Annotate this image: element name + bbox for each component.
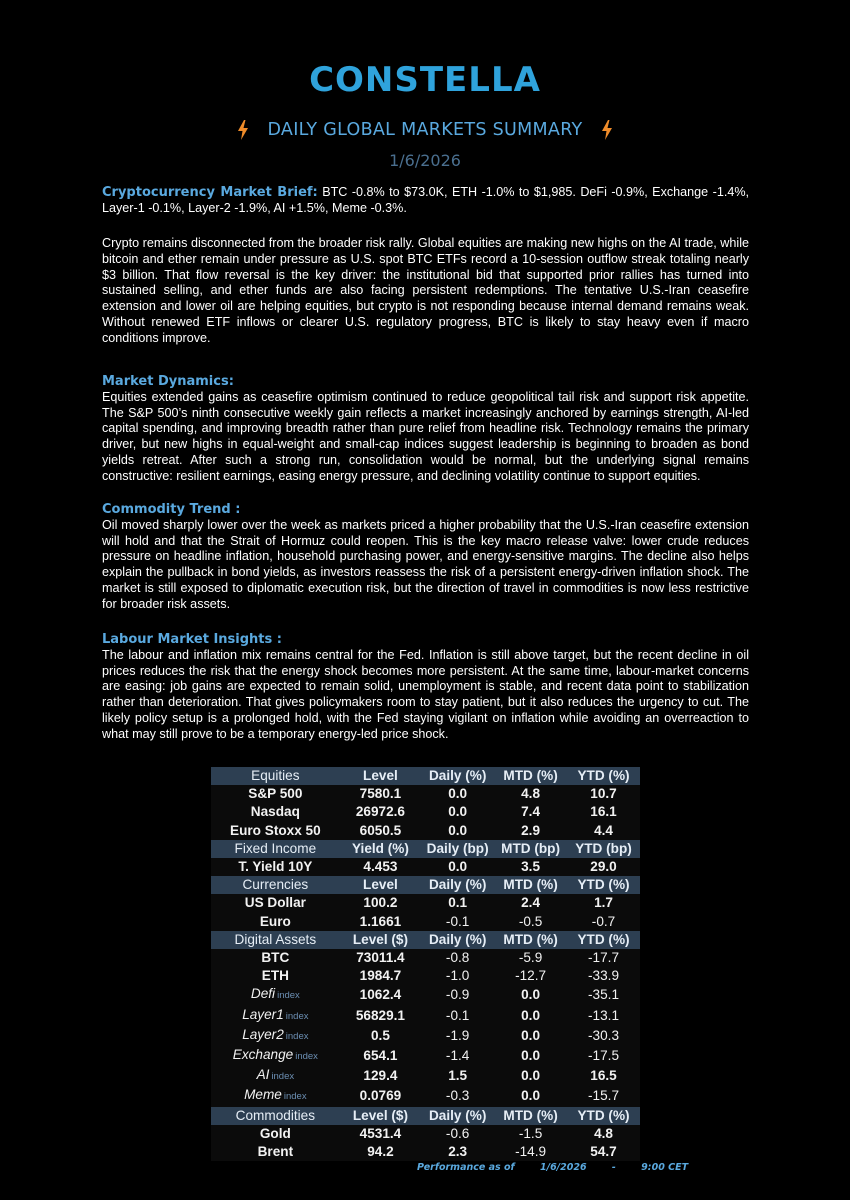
table-row — [211, 1046, 640, 1066]
market-dynamics — [102, 374, 749, 485]
change-value: 0.0 — [494, 1086, 567, 1106]
section-title: Commodities — [211, 1107, 340, 1125]
level-value: 7580.1 — [340, 785, 422, 803]
column-header: MTD (%) — [494, 767, 567, 785]
level-value: 0.5 — [340, 1026, 422, 1046]
table-row — [211, 1026, 640, 1046]
index-tag: index — [283, 1091, 307, 1103]
level-value: 129.4 — [340, 1066, 422, 1086]
table-row — [211, 967, 640, 985]
asset-label: Euro Stoxx 50 — [230, 822, 321, 838]
column-header: MTD (%) — [494, 931, 567, 949]
change-value: -15.7 — [567, 1086, 640, 1106]
change-value: -14.9 — [494, 1143, 567, 1161]
section-title: Digital Assets — [211, 931, 340, 949]
level-value: 73011.4 — [340, 949, 422, 967]
asset-name — [211, 785, 340, 803]
asset-label: Nasdaq — [250, 804, 300, 820]
market-dynamics-body: Equities extended gains as ceasefire optimism continued to reduce geopolitical tail risk and support risk appetite. The S&P 500’s ninth consecutive weekly gain reflects a market increasingly anchored by earnings strength, AI-led capital spending, and improving breadth rather than pure relief from headline risk. Technology remains the primary driver, but new highs in equal-weight and small-cap indices suggest leadership is beginning to broaden as bond yields retreat. After such a strong run, consolidation would be normal, but the underlying signal remains constructive: resilient earnings, easing energy pressure, and declining volatility continue to support equities. — [102, 389, 749, 483]
level-value: 1.1661 — [340, 913, 422, 931]
level-value: 1984.7 — [340, 967, 422, 985]
change-value: -1.5 — [494, 1125, 567, 1143]
index-tag: index — [285, 1010, 309, 1022]
footer-separator: - — [611, 1162, 616, 1173]
change-value: 29.0 — [567, 858, 640, 876]
asset-label: BTC — [261, 950, 290, 966]
change-value: 0.0 — [494, 1066, 567, 1086]
change-value: 16.5 — [567, 1066, 640, 1086]
level-value: 56829.1 — [340, 1006, 422, 1026]
labour-insights — [102, 632, 749, 743]
level-value: 94.2 — [340, 1143, 422, 1161]
table-section-header — [211, 876, 640, 894]
change-value: -0.8 — [421, 949, 494, 967]
commodity-trend-label: Commodity Trend : — [102, 502, 241, 517]
labour-body: The labour and inflation mix remains central for the Fed. Inflation is still above target, but the recent decline in oil prices reduces the risk that the energy shock becomes more persistent. At the same time, labour-market concerns are easing: job gains are expected to remain solid, unemployment is stable, and recent data point to stabilization rather than deterioration. That gives policymakers room to stay patient, but it also reduces the urgency to cut. The likely policy setup is a prolonged hold, with the Fed staying vigilant on inflation while avoiding an overreaction to what may still prove to be a temporary energy-led price shock. — [102, 647, 749, 741]
table-row — [211, 1086, 640, 1106]
change-value: 2.9 — [494, 822, 567, 840]
change-value: 0.0 — [421, 785, 494, 803]
column-header: Daily (%) — [421, 876, 494, 894]
asset-label: Exchange — [232, 1047, 294, 1063]
table-row — [211, 822, 640, 840]
change-value: 2.3 — [421, 1143, 494, 1161]
table-row — [211, 1006, 640, 1026]
table-section-header — [211, 767, 640, 785]
change-value: -0.1 — [421, 1006, 494, 1026]
asset-label: Layer1 — [242, 1006, 284, 1022]
change-value: 2.4 — [494, 894, 567, 912]
level-value: 654.1 — [340, 1046, 422, 1066]
asset-label: Layer2 — [242, 1026, 284, 1042]
column-header: Daily (%) — [421, 767, 494, 785]
change-value: -1.4 — [421, 1046, 494, 1066]
column-header: Daily (%) — [421, 931, 494, 949]
market-performance-table — [211, 767, 640, 1161]
asset-name — [211, 803, 340, 821]
level-value: 4.453 — [340, 858, 422, 876]
change-value: 0.0 — [421, 822, 494, 840]
asset-name — [211, 913, 340, 931]
change-value: -12.7 — [494, 967, 567, 985]
logo-text: CONSTELLA — [309, 60, 541, 100]
asset-name — [211, 1143, 340, 1161]
table-row — [211, 1143, 640, 1161]
crypto-label: Cryptocurrency Market Brief: — [102, 185, 318, 200]
change-value: -1.0 — [421, 967, 494, 985]
column-header: Yield (%) — [340, 840, 422, 858]
section-title: Equities — [211, 767, 340, 785]
change-value: 0.0 — [494, 1026, 567, 1046]
column-header: Level — [340, 767, 422, 785]
table-row — [211, 894, 640, 912]
change-value: 0.0 — [494, 1006, 567, 1026]
column-header: MTD (%) — [494, 876, 567, 894]
asset-name — [211, 985, 340, 1005]
commodity-trend — [102, 502, 749, 613]
change-value: -0.5 — [494, 913, 567, 931]
section-title: Currencies — [211, 876, 340, 894]
change-value: 4.8 — [567, 1125, 640, 1143]
change-value: 1.7 — [567, 894, 640, 912]
market-dynamics-label: Market Dynamics: — [102, 374, 234, 389]
asset-label: Brent — [257, 1144, 294, 1160]
asset-name — [211, 1125, 340, 1143]
lightning-bolt-icon — [601, 120, 613, 140]
asset-name — [211, 1006, 340, 1026]
asset-name — [211, 1026, 340, 1046]
change-value: 4.4 — [567, 822, 640, 840]
change-value: -0.1 — [421, 913, 494, 931]
change-value: -30.3 — [567, 1026, 640, 1046]
asset-label: US Dollar — [244, 895, 306, 911]
column-header: YTD (%) — [567, 876, 640, 894]
change-value: -0.9 — [421, 985, 494, 1005]
asset-label: T. Yield 10Y — [238, 859, 313, 875]
change-value: 0.0 — [421, 803, 494, 821]
index-tag: index — [277, 990, 300, 1002]
level-value: 4531.4 — [340, 1125, 422, 1143]
change-value: -13.1 — [567, 1006, 640, 1026]
asset-name — [211, 1086, 340, 1106]
table-row — [211, 785, 640, 803]
asset-name — [211, 1066, 340, 1086]
asset-label: AI — [256, 1067, 270, 1083]
column-header: Level ($) — [340, 931, 422, 949]
change-value: -17.5 — [567, 1046, 640, 1066]
column-header: YTD (%) — [567, 1107, 640, 1125]
change-value: 7.4 — [494, 803, 567, 821]
change-value: -1.9 — [421, 1026, 494, 1046]
asset-label: Euro — [259, 913, 291, 929]
asset-name — [211, 858, 340, 876]
asset-label: Meme — [244, 1087, 282, 1103]
level-value: 1062.4 — [340, 985, 422, 1005]
change-value: -35.1 — [567, 985, 640, 1005]
level-value: 100.2 — [340, 894, 422, 912]
change-value: -0.6 — [421, 1125, 494, 1143]
table-row — [211, 1125, 640, 1143]
change-value: -17.7 — [567, 949, 640, 967]
table-row — [211, 1066, 640, 1086]
change-value: -0.7 — [567, 913, 640, 931]
table-row — [211, 803, 640, 821]
footer-label: Performance as of — [417, 1162, 515, 1173]
change-value: 16.1 — [567, 803, 640, 821]
labour-label: Labour Market Insights : — [102, 632, 282, 647]
crypto-body: Crypto remains disconnected from the broader risk rally. Global equities are making new highs on the AI trade, while bitcoin and ether remain under pressure as U.S. spot BTC ETFs record a 10-session outflow streak totaling nearly $3 billion. That flow reversal is the key driver: the institutional bid that supported prior rallies has turned into sustained selling, and ether funds are also facing persistent redemptions. The tentative U.S.-Iran ceasefire extension and lower oil are helping equities, but crypto is not responding because internal demand remains weak. Without renewed ETF inflows or clearer U.S. regulatory progress, BTC is likely to stay heavy even if macro conditions improve. — [102, 236, 749, 345]
asset-label: S&P 500 — [248, 786, 303, 802]
commodity-trend-body: Oil moved sharply lower over the week as markets priced a higher probability that the U.S.-Iran ceasefire extension will hold and that the Strait of Hormuz could reopen. This is the key macro release valve: lower crude reduces pressure on headline inflation, household purchasing power, and energy-sensitive margins. The decline also helps explain the pullback in bond yields, as investors reassess the risk of a persistent energy-driven inflation shock. The market is still exposed to diplomatic execution risk, but the direction of travel in commodities is now less restrictive for broader risk assets. — [102, 517, 749, 611]
table-section-header — [211, 840, 640, 858]
column-header: MTD (%) — [494, 1107, 567, 1125]
asset-name — [211, 894, 340, 912]
column-header: Daily (%) — [421, 1107, 494, 1125]
table-row — [211, 949, 640, 967]
asset-name — [211, 1046, 340, 1066]
change-value: 4.8 — [494, 785, 567, 803]
change-value: 0.0 — [494, 985, 567, 1005]
crypto-brief — [102, 185, 749, 217]
footer-time: 9:00 CET — [641, 1162, 689, 1173]
column-header: YTD (%) — [567, 931, 640, 949]
report-date: 1/6/2026 — [389, 151, 461, 170]
asset-name — [211, 822, 340, 840]
change-value: 10.7 — [567, 785, 640, 803]
asset-label: Gold — [259, 1125, 291, 1141]
table-row — [211, 858, 640, 876]
index-tag: index — [271, 1071, 295, 1083]
change-value: -5.9 — [494, 949, 567, 967]
level-value: 6050.5 — [340, 822, 422, 840]
column-header: YTD (%) — [567, 767, 640, 785]
column-header: YTD (bp) — [567, 840, 640, 858]
lightning-bolt-icon — [237, 120, 249, 140]
footer-date: 1/6/2026 — [539, 1162, 587, 1173]
report-title: DAILY GLOBAL MARKETS SUMMARY — [267, 120, 583, 140]
table-row — [211, 985, 640, 1005]
asset-label: Defi — [250, 986, 276, 1002]
level-value: 26972.6 — [340, 803, 422, 821]
report-header — [0, 120, 850, 140]
column-header: MTD (bp) — [494, 840, 567, 858]
index-tag: index — [285, 1030, 309, 1042]
brand-logo — [0, 60, 850, 100]
column-header: Level ($) — [340, 1107, 422, 1125]
change-value: -33.9 — [567, 967, 640, 985]
change-value: -0.3 — [421, 1086, 494, 1106]
crypto-summary: BTC -0.8% to $73.0K, ETH -1.0% to $1,985. DeFi -0.9%, Exchange -1.4%, Layer-1 -0.1%, Layer-2 -1.9%, AI +1.5%, Meme -0.3%. — [102, 185, 750, 215]
change-value: 0.0 — [494, 1046, 567, 1066]
table-section-header — [211, 931, 640, 949]
change-value: 54.7 — [567, 1143, 640, 1161]
change-value: 0.1 — [421, 894, 494, 912]
asset-label: ETH — [261, 968, 289, 984]
column-header: Daily (bp) — [421, 840, 494, 858]
asset-name — [211, 949, 340, 967]
table-section-header — [211, 1107, 640, 1125]
performance-footer — [417, 1162, 688, 1173]
section-title: Fixed Income — [211, 840, 340, 858]
column-header: Level — [340, 876, 422, 894]
table-row — [211, 913, 640, 931]
change-value: 0.0 — [421, 858, 494, 876]
change-value: 1.5 — [421, 1066, 494, 1086]
asset-name — [211, 967, 340, 985]
index-tag: index — [295, 1051, 318, 1063]
level-value: 0.0769 — [340, 1086, 422, 1106]
change-value: 3.5 — [494, 858, 567, 876]
